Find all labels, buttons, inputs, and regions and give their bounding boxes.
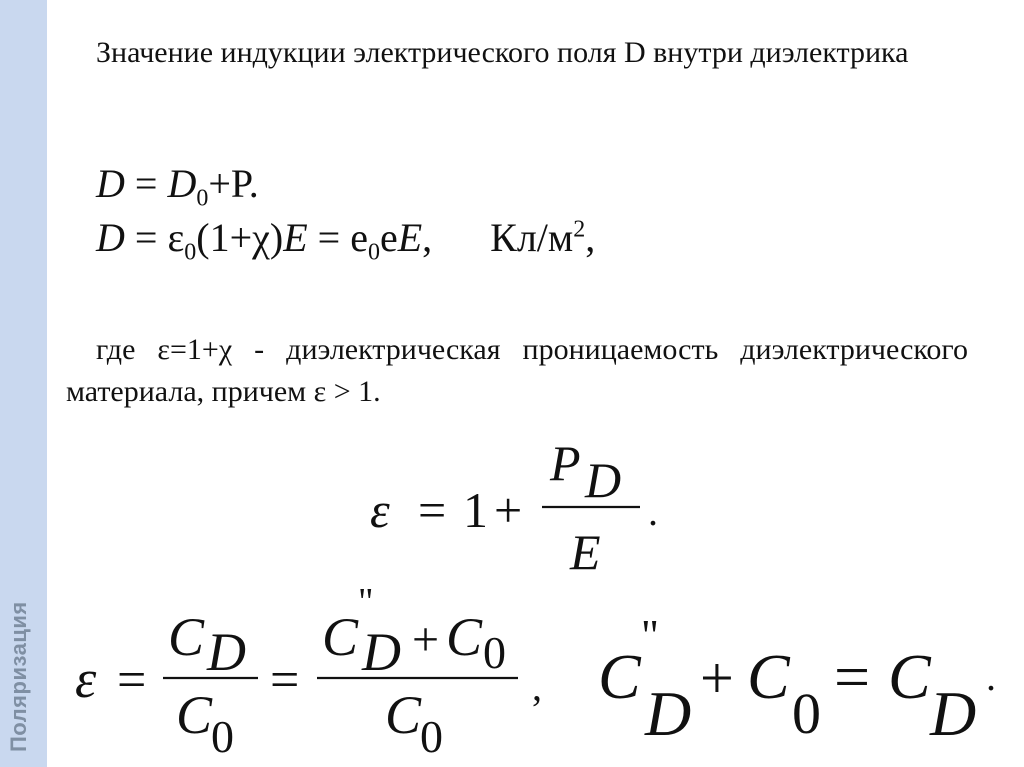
unit-label: Кл/м [490, 215, 574, 260]
paragraph-permittivity: где ε=1+χ - диэлектрическая проницаемость диэлектрического материала, причем ε > 1. [66, 333, 968, 408]
svg-text:D: D [362, 622, 401, 682]
svg-text:P: P [550, 435, 581, 491]
svg-text:.: . [648, 489, 658, 534]
paragraph-induction: Значение индукции электрического поля D внутри диэлектрика [96, 36, 909, 69]
equation-d-expanded: $D = \varepsilon_0(1+\chi)E = e_0eE$, $Кл/м^2$, [96, 215, 596, 266]
svg-text:+: + [494, 482, 523, 538]
svg-text:C: C [888, 641, 931, 712]
svg-text:ε: ε [370, 482, 390, 538]
svg-text:=: = [418, 482, 447, 538]
svg-text:0: 0 [420, 711, 443, 762]
svg-text:C: C [168, 607, 205, 667]
svg-text:0: 0 [211, 711, 234, 762]
svg-text:+: + [412, 613, 440, 666]
svg-text:C: C [747, 641, 790, 712]
formula-permittivity-ratio [370, 435, 658, 580]
svg-text:ε: ε [75, 649, 97, 709]
svg-text:D: D [930, 678, 977, 749]
svg-text:=: = [117, 652, 147, 709]
svg-text:C: C [176, 685, 213, 745]
formula-capacitance-sum [598, 611, 996, 749]
svg-text:": " [358, 581, 374, 623]
svg-text:.: . [986, 654, 996, 699]
svg-text:C: C [322, 607, 359, 667]
svg-text:C: C [385, 685, 422, 745]
svg-text:C: C [598, 641, 641, 712]
svg-text:=: = [834, 641, 871, 712]
svg-text:": " [641, 611, 659, 660]
formula-capacitance-ratio [75, 581, 542, 762]
svg-text:1: 1 [463, 482, 488, 538]
slide-section-title: Поляризация [6, 601, 31, 752]
svg-text:0: 0 [792, 681, 821, 746]
svg-text:+: + [700, 645, 734, 711]
svg-text:D: D [645, 678, 692, 749]
svg-text:E: E [570, 524, 601, 580]
svg-text:,: , [532, 664, 542, 709]
svg-text:=: = [270, 652, 300, 709]
svg-text:D: D [585, 452, 622, 508]
svg-text:0: 0 [483, 627, 506, 678]
svg-text:C: C [446, 607, 483, 667]
equation-d-sum: $D = D_0+P$. [96, 161, 259, 212]
svg-text:D: D [207, 622, 246, 682]
